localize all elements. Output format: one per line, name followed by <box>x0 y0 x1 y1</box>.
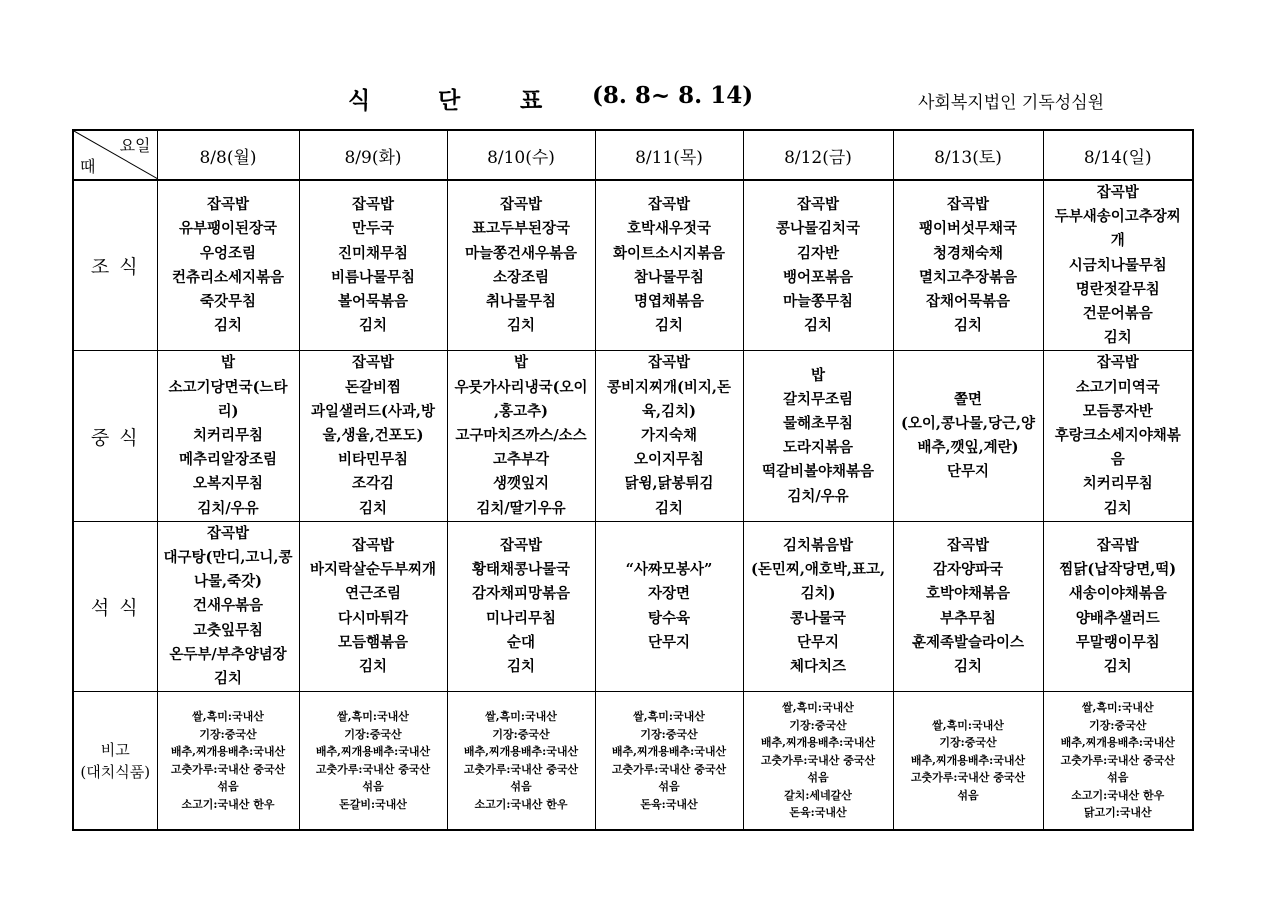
menu-item: 김치 <box>213 317 242 335</box>
origin-note-line: 배추,찌개용배추:국내산 <box>1060 736 1175 750</box>
menu-item: 잡곡밥 <box>796 196 840 214</box>
origin-note-line: 배추,찌개용배추:국내산 <box>170 745 286 759</box>
menu-item: 나물,죽갓) <box>194 573 262 591</box>
menu-item: 시금치나물무침 <box>1068 256 1167 274</box>
origin-note-line: 섞음 <box>957 788 979 802</box>
menu-item: 치커리무침 <box>1082 475 1153 493</box>
origin-note-line: 섞음 <box>1107 771 1129 785</box>
menu-item: 과일샐러드(사과,방 <box>311 402 435 420</box>
menu-item: 김치) <box>800 585 836 603</box>
menu-item: 단무지 <box>946 463 990 481</box>
lunch-cell-day-5 <box>743 351 893 521</box>
menu-item: 김치볶음밥 <box>782 536 854 554</box>
menu-item: 무말랭이무침 <box>1075 633 1160 651</box>
menu-item: 고춧잎무침 <box>192 621 264 639</box>
menu-item: 자장면 <box>647 585 691 603</box>
menu-item: 김치 <box>953 657 982 675</box>
notes-cell-day-3 <box>447 692 595 830</box>
origin-note-line: 고춧가루:국내산 중국산 <box>910 771 1026 785</box>
menu-item: 잡곡밥 <box>351 354 395 372</box>
menu-item: 잡곡밥 <box>206 524 250 542</box>
origin-note-line: 쌀,흑미:국내산 <box>1081 701 1154 715</box>
menu-item: 단무지 <box>796 633 840 651</box>
menu-item: 잡채어묵볶음 <box>925 292 1011 310</box>
menu-item: 김치 <box>1103 657 1132 675</box>
dinner-cell-day-3 <box>447 521 595 691</box>
notes-cell-day-2 <box>299 692 447 830</box>
dinner-cell-day-6 <box>893 521 1043 691</box>
row-label-lunch: 중 식 <box>73 351 157 521</box>
origin-note-line: 소고기:국내산 한우 <box>474 797 568 811</box>
dinner-cell-day-1 <box>157 521 299 691</box>
origin-note-line: 기장:중국산 <box>640 727 698 741</box>
menu-item: 떡갈비볼야채볶음 <box>761 463 875 481</box>
dinner-cell-day-5 <box>743 521 893 691</box>
menu-item: 취나물무침 <box>485 292 557 310</box>
origin-note-line: 기장:중국산 <box>199 727 257 741</box>
menu-item: 잡곡밥 <box>946 196 990 214</box>
menu-item: 고추부각 <box>492 451 550 469</box>
menu-item: 밥 <box>220 354 235 372</box>
menu-item: 잡곡밥 <box>647 196 691 214</box>
origin-note-line: 소고기:국내산 한우 <box>181 797 275 811</box>
menu-item: 유부팽이된장국 <box>178 220 278 238</box>
menu-item: 김치 <box>953 317 982 335</box>
menu-item: 치커리무침 <box>192 427 264 445</box>
origin-note-line: 고춧가루:국내산 중국산 <box>760 753 876 767</box>
menu-item: 김치 <box>358 499 387 517</box>
menu-item: 체다치즈 <box>789 657 847 675</box>
breakfast-cell-day-4 <box>595 180 743 351</box>
corner-meal-label: 때 <box>80 157 96 176</box>
origin-note-line: 고춧가루:국내산 중국산 <box>611 762 727 776</box>
origin-note-line: 기장:중국산 <box>1089 718 1147 732</box>
menu-item: 잡곡밥 <box>1096 184 1139 201</box>
menu-item: (오이,콩나물,당근,양 <box>900 414 1036 432</box>
dinner-cell-day-7 <box>1043 521 1193 691</box>
notes-cell-day-6 <box>893 692 1043 830</box>
organization-name: 사회복지법인 기독성심원 <box>918 93 1105 113</box>
menu-table <box>72 129 1194 831</box>
notes-row <box>73 692 1193 830</box>
origin-note-line: 소고기:국내산 한우 <box>1071 788 1165 802</box>
menu-item: 죽갓무침 <box>199 292 257 310</box>
menu-item: 김치 <box>358 317 387 335</box>
title-date-range: (8. 8~ 8. 14) <box>592 82 754 109</box>
menu-item: 김치 <box>803 317 832 335</box>
menu-item: 갈치무조림 <box>782 390 854 408</box>
day-header: 8/10(수) <box>447 130 595 180</box>
menu-item: 개 <box>1110 232 1125 250</box>
corner-day-label: 요일 <box>119 136 151 155</box>
menu-item: 찜닭(납작당면,떡) <box>1059 561 1177 579</box>
origin-note-line: 섞음 <box>658 780 680 794</box>
menu-item: 호박야채볶음 <box>925 585 1011 603</box>
menu-item: 감자채피망볶음 <box>471 585 571 603</box>
menu-item: 멸치고추장볶음 <box>918 268 1018 286</box>
menu-item: 명란젓갈무침 <box>1075 280 1160 298</box>
menu-item: 물해초무침 <box>782 414 854 432</box>
row-label-notes <box>73 692 157 830</box>
menu-item: 진미채무침 <box>337 244 409 262</box>
menu-item: 화이트소시지볶음 <box>612 244 726 262</box>
origin-note-line: 돈육:국내산 <box>640 797 698 811</box>
breakfast-row <box>73 180 1193 351</box>
menu-item: 모듬햄볶음 <box>337 633 409 651</box>
menu-item: 콩나물김치국 <box>775 220 861 238</box>
menu-item: 비름나물무침 <box>330 268 416 286</box>
origin-note-line: 섞음 <box>217 780 239 794</box>
menu-item: 황태채콩나물국 <box>471 561 571 579</box>
menu-item: (돈민찌,애호박,표고, <box>750 561 886 579</box>
notes-cell-day-7 <box>1043 692 1193 830</box>
menu-item: 김자반 <box>796 244 840 262</box>
breakfast-cell-day-6 <box>893 180 1043 351</box>
menu-item: 김치 <box>654 499 683 517</box>
day-header: 8/13(토) <box>893 130 1043 180</box>
header-row <box>73 130 1193 180</box>
menu-item: 온두부/부추양념장 <box>169 645 287 663</box>
menu-item: 소고기미역국 <box>1075 378 1160 396</box>
origin-note-line: 고춧가루:국내산 중국산 <box>170 762 286 776</box>
menu-item: 참나물무침 <box>633 268 705 286</box>
origin-note-line: 갈치:세네갈산 <box>784 788 852 802</box>
origin-note-line: 기장:중국산 <box>939 736 997 750</box>
menu-item: 고구마치즈까스/소스 <box>455 427 587 445</box>
origin-note-line: 배추,찌개용배추:국내산 <box>611 745 727 759</box>
menu-item: 잡곡밥 <box>499 196 543 214</box>
menu-item: 미나리무침 <box>485 609 557 627</box>
menu-item: 호박새우젓국 <box>626 220 712 238</box>
menu-item: 돈갈비찜 <box>344 378 402 396</box>
menu-item: 잡곡밥 <box>946 536 990 554</box>
menu-item: 두부새송이고추장찌 <box>1054 208 1181 226</box>
menu-item: 잡곡밥 <box>1096 536 1139 554</box>
lunch-row <box>73 351 1193 521</box>
title-char-3: 표 <box>520 87 543 114</box>
day-header: 8/9(화) <box>299 130 447 180</box>
day-header: 8/14(일) <box>1043 130 1193 180</box>
menu-item: 단무지 <box>647 633 691 651</box>
lunch-cell-day-7 <box>1043 351 1193 521</box>
menu-item: 밥 <box>810 366 825 384</box>
lunch-cell-day-4 <box>595 351 743 521</box>
menu-item: 콩나물국 <box>789 609 847 627</box>
notes-cell-day-1 <box>157 692 299 830</box>
breakfast-cell-day-2 <box>299 180 447 351</box>
menu-item: 가지숙채 <box>640 427 698 445</box>
origin-note-line: 배추,찌개용배추:국내산 <box>463 745 579 759</box>
origin-note-line: 배추,찌개용배추:국내산 <box>760 736 876 750</box>
day-header: 8/12(금) <box>743 130 893 180</box>
menu-item: 김치 <box>506 657 535 675</box>
notes-cell-day-4 <box>595 692 743 830</box>
menu-item: 김치 <box>506 317 535 335</box>
menu-item: 부추무침 <box>939 609 997 627</box>
origin-note-line: 쌀,흑미:국내산 <box>485 710 557 724</box>
menu-item: 소장조림 <box>492 268 550 286</box>
menu-item: 김치 <box>1103 499 1132 517</box>
menu-item: 명엽채볶음 <box>633 292 705 310</box>
row-label-dinner: 석 식 <box>73 521 157 691</box>
menu-item: 잡곡밥 <box>351 536 395 554</box>
origin-note-line: 기장:중국산 <box>344 727 402 741</box>
menu-item: 감자양파국 <box>932 561 1004 579</box>
breakfast-cell-day-3 <box>447 180 595 351</box>
origin-note-line: 고춧가루:국내산 중국산 <box>1060 753 1175 767</box>
notes-label-line: (대치식품) <box>80 762 151 781</box>
menu-item: 배추,깻잎,계란) <box>917 439 1019 457</box>
origin-note-line: 돈육:국내산 <box>789 806 847 820</box>
title-char-2: 단 <box>438 87 461 114</box>
menu-item: 도라지볶음 <box>782 439 854 457</box>
menu-item: 우엉조림 <box>199 244 257 262</box>
breakfast-cell-day-7 <box>1043 180 1193 351</box>
menu-item: 울,생율,건포도) <box>322 427 424 445</box>
menu-item: 오이지무침 <box>633 451 705 469</box>
origin-note-line: 닭고기:국내산 <box>1083 806 1152 820</box>
menu-item: 연근조림 <box>344 585 402 603</box>
origin-note-line: 쌀,흑미:국내산 <box>337 710 409 724</box>
menu-item: 모듬콩자반 <box>1082 402 1153 420</box>
menu-item: 리) <box>217 402 239 420</box>
lunch-cell-day-3 <box>447 351 595 521</box>
menu-item: 쫄면 <box>953 390 982 408</box>
menu-item: 마늘쫑건새우볶음 <box>464 244 578 262</box>
origin-note-line: 배추,찌개용배추:국내산 <box>315 745 431 759</box>
origin-note-line: 고춧가루:국내산 중국산 <box>463 762 579 776</box>
lunch-cell-day-6 <box>893 351 1043 521</box>
menu-item: 다시마튀각 <box>337 609 409 627</box>
menu-item: 표고두부된장국 <box>471 220 571 238</box>
origin-note-line: 배추,찌개용배추:국내산 <box>910 753 1026 767</box>
origin-note-line: 기장:중국산 <box>789 718 847 732</box>
origin-note-line: 쌀,흑미:국내산 <box>932 718 1004 732</box>
menu-item: 김치/우유 <box>787 487 849 505</box>
menu-item: 새송이야채볶음 <box>1068 585 1167 603</box>
menu-item: 양배추샐러드 <box>1075 609 1160 627</box>
menu-item: 컨츄리소세지볶음 <box>171 268 285 286</box>
menu-item: 잡곡밥 <box>206 196 250 214</box>
menu-item: 청경채숙채 <box>932 244 1004 262</box>
dinner-cell-day-4 <box>595 521 743 691</box>
day-header: 8/11(목) <box>595 130 743 180</box>
menu-item: 잡곡밥 <box>351 196 395 214</box>
origin-note-line: 쌀,흑미:국내산 <box>782 701 854 715</box>
menu-item: 만두국 <box>351 220 395 238</box>
origin-note-line: 고춧가루:국내산 중국산 <box>315 762 431 776</box>
menu-item: 후랑크소세지야채볶 <box>1054 427 1181 445</box>
day-header: 8/8(월) <box>157 130 299 180</box>
menu-item: 마늘쫑무침 <box>782 292 854 310</box>
notes-label-line: 비고 <box>100 740 130 759</box>
menu-item: 비타민무침 <box>337 451 409 469</box>
corner-cell <box>73 130 157 180</box>
dinner-row <box>73 521 1193 691</box>
menu-item: 밥 <box>513 354 528 372</box>
menu-item: 김치 <box>654 317 683 335</box>
menu-item: 건새우볶음 <box>192 597 264 615</box>
menu-item: 김치 <box>358 657 387 675</box>
menu-item: 잡곡밥 <box>499 536 543 554</box>
menu-item: 뱅어포볶음 <box>782 268 854 286</box>
row-label-breakfast: 조 식 <box>73 180 157 351</box>
origin-note-line: 기장:중국산 <box>492 727 550 741</box>
menu-item: 대구탕(만디,고니,콩 <box>163 549 293 567</box>
menu-item: 우뭇가사리냉국(오이 <box>454 378 588 396</box>
menu-item: 김치 <box>1103 329 1132 347</box>
origin-note-line: 돈갈비:국내산 <box>339 797 407 811</box>
menu-item: 김치/딸기우유 <box>476 499 566 517</box>
page-title <box>330 82 790 118</box>
origin-note-line: 쌀,흑미:국내산 <box>633 710 705 724</box>
menu-item: ,홍고추) <box>494 402 548 420</box>
menu-item: “사짜모봉사” <box>625 561 713 579</box>
menu-item: 순대 <box>506 633 535 651</box>
menu-item: 탕수육 <box>647 609 691 627</box>
menu-item: 닭윙,닭봉튀김 <box>624 475 714 493</box>
menu-item: 김치 <box>213 670 242 688</box>
menu-item: 육,김치) <box>642 402 696 420</box>
origin-note-line: 쌀,흑미:국내산 <box>192 710 264 724</box>
menu-item: 훈제족발슬라이스 <box>911 633 1025 651</box>
menu-item: 음 <box>1110 451 1125 469</box>
menu-item: 김치/우유 <box>197 499 259 517</box>
breakfast-cell-day-1 <box>157 180 299 351</box>
breakfast-cell-day-5 <box>743 180 893 351</box>
menu-item: 조각김 <box>351 475 395 493</box>
menu-item: 잡곡밥 <box>647 354 691 372</box>
menu-item: 생깻잎지 <box>492 475 550 493</box>
menu-item: 잡곡밥 <box>1096 354 1139 372</box>
menu-item: 볼어묵볶음 <box>337 292 409 310</box>
origin-note-line: 섞음 <box>510 780 532 794</box>
menu-item: 바지락살순두부찌개 <box>309 561 437 579</box>
origin-note-line: 섞음 <box>807 771 829 785</box>
lunch-cell-day-2 <box>299 351 447 521</box>
menu-item: 소고기당면국(느타 <box>168 378 288 396</box>
menu-item: 팽이버섯무채국 <box>918 220 1018 238</box>
dinner-cell-day-2 <box>299 521 447 691</box>
title-char-1: 식 <box>348 87 371 114</box>
menu-item: 건문어볶음 <box>1082 305 1153 323</box>
menu-item: 오복지무침 <box>192 475 264 493</box>
menu-item: 콩비지찌개(비지,돈 <box>607 378 731 396</box>
lunch-cell-day-1 <box>157 351 299 521</box>
notes-cell-day-5 <box>743 692 893 830</box>
origin-note-line: 섞음 <box>362 780 384 794</box>
menu-item: 메추리알장조림 <box>178 451 278 469</box>
